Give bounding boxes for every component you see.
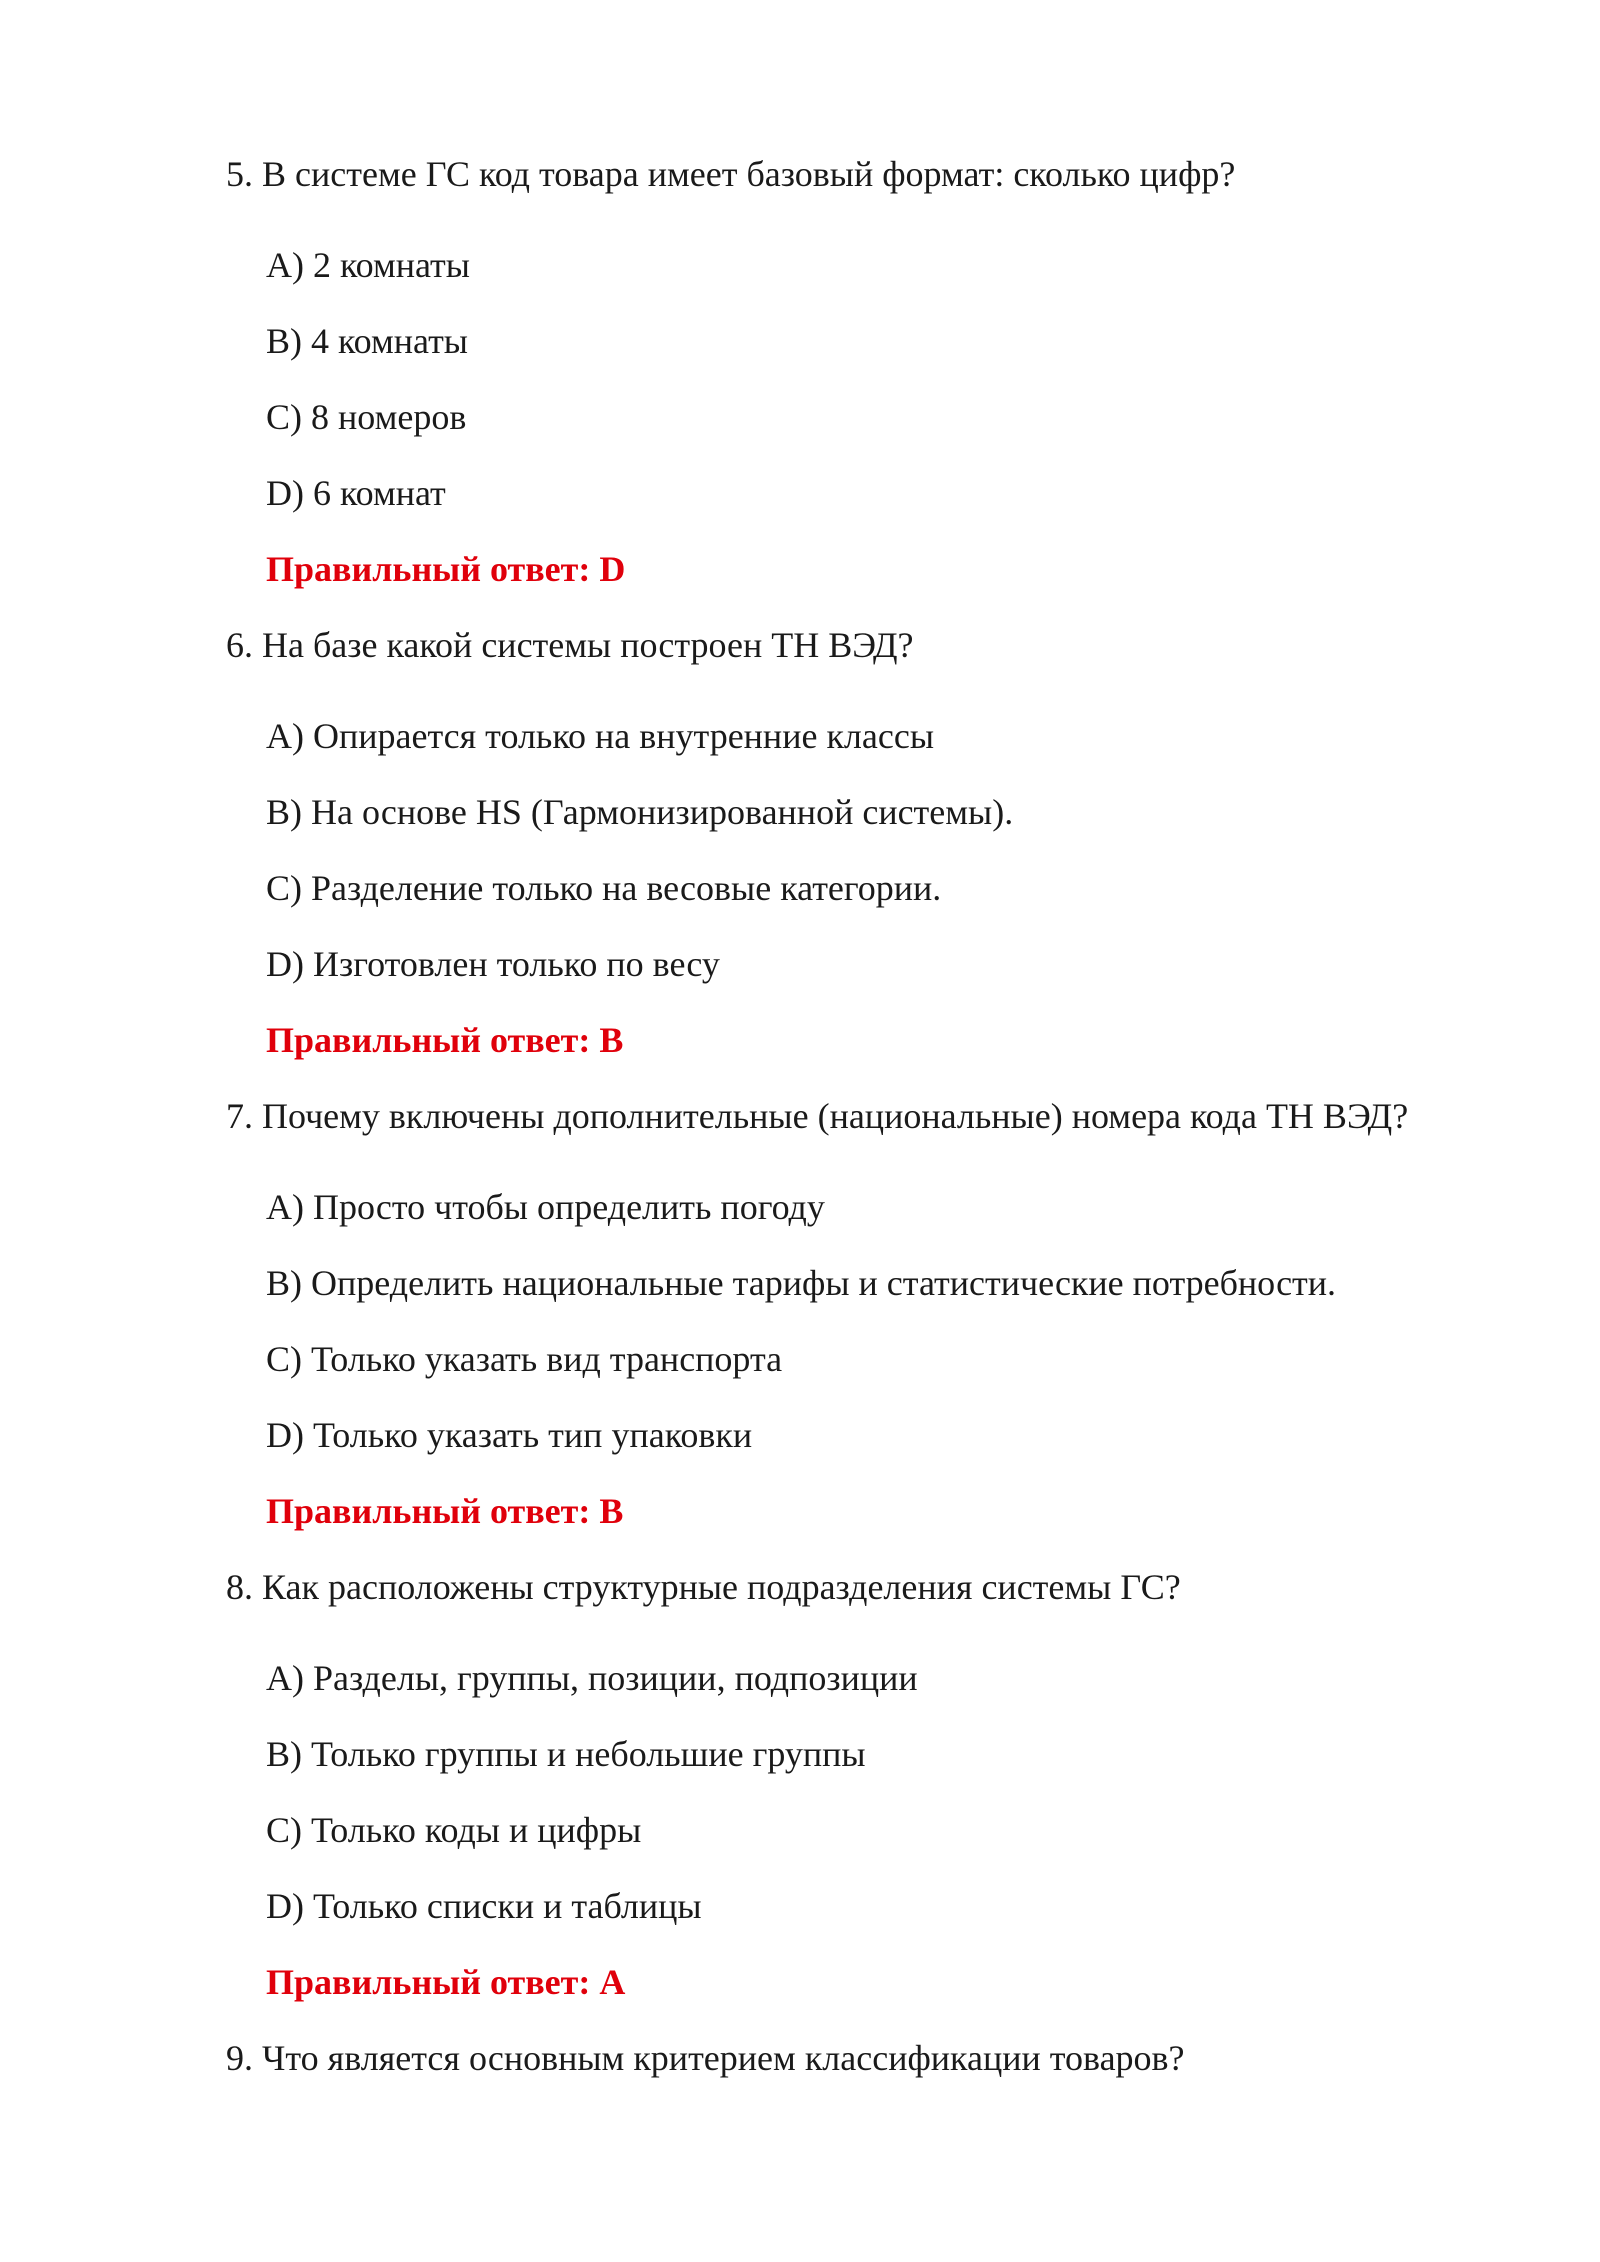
question-5-option-d: D) 6 комнат <box>266 473 446 513</box>
question-5-answer: Правильный ответ: D <box>266 549 626 589</box>
question-5-option-c: C) 8 номеров <box>266 397 467 437</box>
question-6-option-d: D) Изготовлен только по весу <box>266 944 720 984</box>
question-7-answer: Правильный ответ: B <box>266 1491 624 1531</box>
question-8: 8. Как расположены структурные подразделения системы ГС? <box>226 1567 1181 1607</box>
question-8-answer: Правильный ответ: A <box>266 1962 626 2002</box>
question-8-option-c: C) Только коды и цифры <box>266 1810 642 1850</box>
question-7-option-a: A) Просто чтобы определить погоду <box>266 1187 825 1227</box>
question-7: 7. Почему включены дополнительные (национальные) номера кода ТН ВЭД? <box>226 1096 1409 1136</box>
question-6-option-c: C) Разделение только на весовые категории. <box>266 868 942 908</box>
question-6-answer: Правильный ответ: B <box>266 1020 624 1060</box>
question-5-option-b: B) 4 комнаты <box>266 321 468 361</box>
question-9: 9. Что является основным критерием классификации товаров? <box>226 2038 1185 2078</box>
question-6: 6. На базе какой системы построен ТН ВЭД? <box>226 625 914 665</box>
question-5: 5. В системе ГС код товара имеет базовый формат: сколько цифр? <box>226 154 1236 194</box>
question-7-option-d: D) Только указать тип упаковки <box>266 1415 753 1455</box>
question-5-option-a: A) 2 комнаты <box>266 245 470 285</box>
question-8-option-b: B) Только группы и небольшие группы <box>266 1734 866 1774</box>
question-8-option-a: A) Разделы, группы, позиции, подпозиции <box>266 1658 918 1698</box>
question-7-option-b: B) Определить национальные тарифы и статистические потребности. <box>266 1263 1337 1303</box>
question-6-option-b: B) На основе HS (Гармонизированной системы). <box>266 792 1014 832</box>
question-8-option-d: D) Только списки и таблицы <box>266 1886 702 1926</box>
question-7-option-c: C) Только указать вид транспорта <box>266 1339 783 1379</box>
question-6-option-a: A) Опирается только на внутренние классы <box>266 716 935 756</box>
